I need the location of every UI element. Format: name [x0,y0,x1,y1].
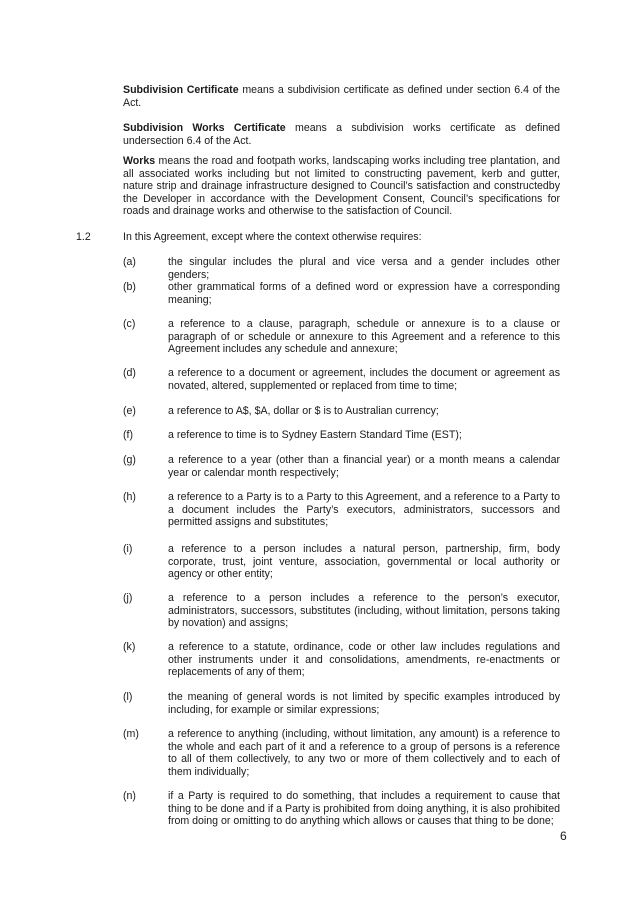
item-label: (l) [123,691,133,703]
definition-subdivision-certificate [123,84,560,109]
item-text: a reference to a clause, paragraph, schedule or annexure is to a clause or paragraph of or schedule or annexure to this Agreement and a reference to this Agreement includes any schedule and annexure; [168,318,560,356]
item-text: the meaning of general words is not limited by specific examples introduced by including, for example or similar expressions; [168,691,560,716]
item-label: (b) [123,281,136,293]
item-text: a reference to a document or agreement, includes the document or agreement as novated, altered, supplemented or replaced from time to time; [168,367,560,392]
definition-text: means the road and footpath works, landscaping works including tree plantation, and all associated works including but not limited to constructing pavement, kerb and gutter, nature strip and drainage infrastructure designed to Council’s satisfaction and constructedby the Developer in accordance with the Development Consent, Council’s specifications for roads and drainage works and otherwise to the satisfaction of Council. [123,155,560,218]
item-label: (f) [123,429,133,441]
item-text: a reference to a year (other than a financial year) or a month means a calendar year or calendar month respectively; [168,454,560,479]
definition-text: means a subdivision certificate as defined under section 6.4 of the Act. [123,84,561,109]
item-label: (e) [123,405,136,417]
item-label: (c) [123,318,136,330]
item-text: other grammatical forms of a defined word or expression have a corresponding meaning; [168,281,560,306]
item-label: (j) [123,592,133,604]
item-label: (k) [123,641,136,653]
item-label: (n) [123,790,136,802]
item-label: (m) [123,728,139,740]
definition-text: means a subdivision works certificate as defined undersection 6.4 of the Act. [123,122,560,147]
definition-term: Subdivision Certificate [123,84,239,96]
item-text: the singular includes the plural and vice versa and a gender includes other genders; [168,256,560,281]
definition-subdivision-works-certificate [123,122,560,147]
item-text: a reference to a person includes a reference to the person’s executor, administrators, successors, substitutes (including, without limitation, persons taking by novation) and assigns; [168,592,560,630]
definition-works [123,155,560,218]
item-text: a reference to A$, $A, dollar or $ is to Australian currency; [168,405,439,417]
item-label: (h) [123,491,136,503]
item-text: if a Party is required to do something, that includes a requirement to cause that thing to be done and if a Party is prohibited from doing anything, it is also prohibited from doing or omitting to do anything which allows or causes that thing to be done; [168,790,560,828]
definition-term: Works [123,155,156,167]
clause-number: 1.2 [76,231,91,243]
item-text: a reference to a Party is to a Party to this Agreement, and a reference to a Party to a document includes the Party’s executors, administrators, successors and permitted assigns and substitutes; [168,491,560,529]
item-label: (a) [123,256,136,268]
item-text: a reference to time is to Sydney Eastern Standard Time (EST); [168,429,462,441]
item-label: (g) [123,454,136,466]
clause-intro: In this Agreement, except where the context otherwise requires: [123,231,422,243]
item-label: (d) [123,367,136,379]
definition-term: Subdivision Works Certificate [123,122,286,134]
item-label: (i) [123,543,133,555]
item-text: a reference to anything (including, without limitation, any amount) is a reference to the whole and each part of it and a reference to a group of persons is a reference to all of them collectively, to any two or more of them collectively and to each of them individually; [168,728,560,778]
item-text: a reference to a person includes a natural person, partnership, firm, body corporate, trust, joint venture, association, governmental or local authority or agency or other entity; [168,543,560,581]
page-number: 6 [560,829,567,843]
item-text: a reference to a statute, ordinance, code or other law includes regulations and other instruments under it and consolidations, amendments, re-enactments or replacements of any of them; [168,641,560,679]
